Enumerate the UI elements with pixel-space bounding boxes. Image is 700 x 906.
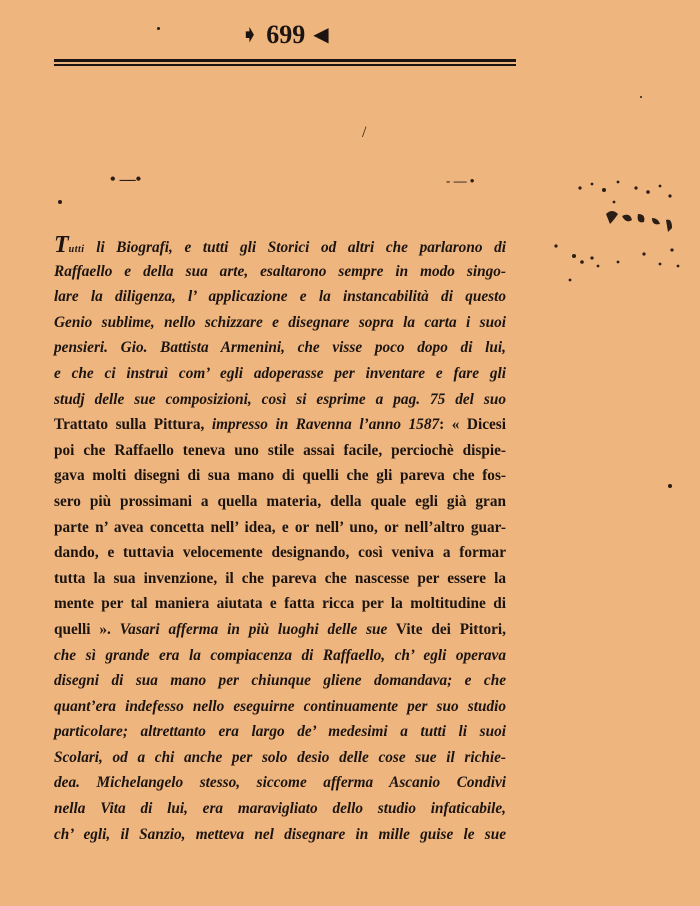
text-line (54, 719, 506, 745)
text-line (54, 361, 506, 387)
text-segment: impresso in Ravenna l’anno 1587 (211, 416, 440, 434)
text-line (54, 822, 506, 848)
ink-speck (157, 27, 160, 30)
text-segment: tutta la sua invenzione, il che pareva che nascesse per essere la (54, 569, 506, 587)
page-number: 699 (266, 20, 306, 49)
text-segment: che sì grande era la compiacenza di Raffaello, ch’ egli operava (54, 646, 506, 664)
text-line (54, 438, 506, 464)
text-line (54, 463, 506, 489)
text-line (54, 770, 506, 796)
text-segment: e che ci instruì com’ egli adoperasse per inventare e fare gli (54, 364, 506, 382)
text-segment: dea. Michelangelo stesso, siccome afferma Ascanio Condivi (54, 774, 506, 792)
bleed-through-smudges (548, 168, 688, 298)
text-line (54, 591, 506, 617)
text-line (54, 489, 506, 515)
text-segment: gava molti disegni di sua mano di quelli che gli pareva che fos- (54, 467, 506, 485)
body-paragraph (54, 233, 506, 847)
text-segment: sero più prossimani a quella materia, della quale egli già gran (54, 492, 506, 510)
text-line (54, 643, 506, 669)
text-line (54, 694, 506, 720)
ink-speck (668, 484, 672, 488)
text-line (54, 284, 506, 310)
text-line (54, 335, 506, 361)
text-segment: Vasari afferma in più luoghi delle sue (119, 620, 388, 638)
ink-speck (58, 200, 62, 204)
text-segment: utti (68, 244, 85, 255)
text-segment: particolare; altrettanto era largo de’ medesimi a tutti li suoi (54, 723, 506, 741)
text-line (54, 259, 506, 285)
stray-slash-mark: / (362, 124, 367, 141)
text-segment: disegni di sua mano per chiunque gliene domandava; e che (54, 672, 506, 690)
page-header (54, 20, 516, 50)
text-segment: quant’era indefesso nello eseguirne continuamente per suo studio (54, 697, 506, 715)
text-line (54, 233, 506, 259)
text-line (54, 515, 506, 541)
text-segment: ch’ egli, il Sanzio, metteva nel disegnare in mille guise le sue (54, 825, 506, 843)
right-arrow-ornament-icon: ➧ (241, 24, 259, 46)
text-segment: studj delle sue composizioni, così si esprime a pag. 75 del suo (54, 390, 506, 408)
text-segment: mente per tal maniera aiutata e fatta ricca per la moltitudine di (54, 595, 506, 613)
text-segment: : « Dicesi (439, 416, 506, 434)
header-rule-thin (54, 64, 516, 66)
text-line (54, 668, 506, 694)
text-line (54, 796, 506, 822)
text-line (54, 412, 506, 438)
text-line (54, 566, 506, 592)
text-segment: li Biografi, e tutti gli Storici od altri che parlarono di (84, 239, 506, 256)
text-segment: quelli ». (54, 620, 120, 638)
text-line (54, 745, 506, 771)
text-segment: parte n’ avea concetta nell’ idea, e or nell’ uno, or nell’altro guar- (54, 518, 506, 536)
text-line (54, 540, 506, 566)
ink-speck (640, 96, 642, 98)
text-line (54, 387, 506, 413)
text-line (54, 310, 506, 336)
text-segment: Genio sublime, nello schizzare e disegnare sopra la carta i suoi (54, 313, 506, 331)
header-rule-thick (54, 59, 516, 62)
stray-dash-mark-left: • —• (110, 171, 142, 188)
text-segment: poi che Raffaello teneva uno stile assai facile, perciochè dispie- (54, 441, 506, 459)
stray-dash-mark-right: - — • (446, 173, 475, 188)
text-segment: Raffaello e della sua arte, esaltarono sempre in modo singo- (54, 262, 506, 280)
text-segment: Trattato sulla Pittura, (54, 416, 212, 434)
text-segment: lare la diligenza, l’ applicazione e la instancabilità di questo (54, 288, 506, 306)
text-segment: Vite dei Pittori, (387, 620, 506, 638)
text-segment: Scolari, od a chi anche per solo desio delle cose sue il richie- (54, 748, 506, 766)
initial-capital: T (54, 232, 69, 258)
left-arrow-ornament-icon: ◀ (313, 24, 329, 46)
text-line (54, 617, 506, 643)
text-segment: nella Vita di lui, era maravigliato dello studio infaticabile, (54, 800, 506, 818)
text-segment: dando, e tuttavia velocemente designando, così veniva a formar (54, 544, 506, 562)
text-segment: pensieri. Gio. Battista Armenini, che visse poco dopo di lui, (54, 339, 506, 357)
